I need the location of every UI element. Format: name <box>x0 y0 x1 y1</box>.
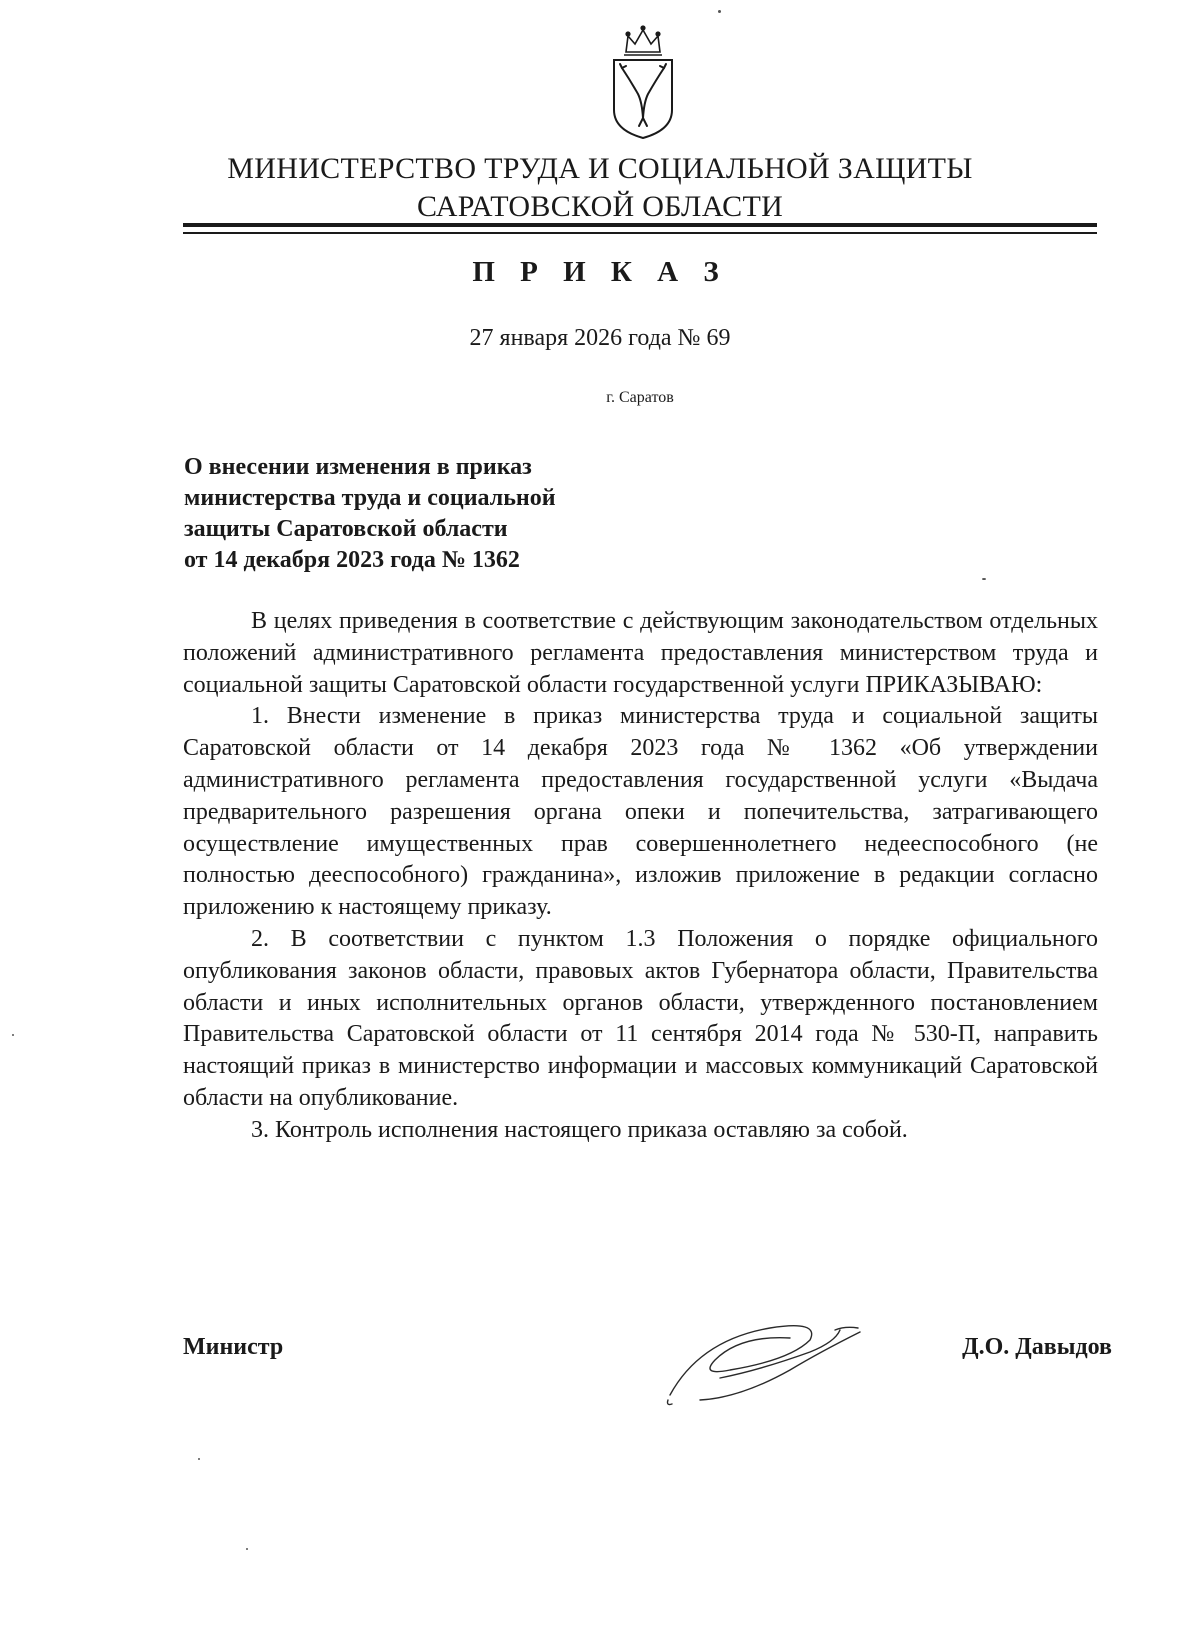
scan-speck <box>982 578 986 580</box>
header-rule-thick <box>183 223 1097 227</box>
ministry-name-line1: МИНИСТЕРСТВО ТРУДА И СОЦИАЛЬНОЙ ЗАЩИТЫ <box>227 152 973 185</box>
document-date-number: 27 января 2026 года № 69 <box>469 325 731 351</box>
header-rule-thin <box>183 232 1097 234</box>
signatory-title: Министр <box>183 1334 284 1360</box>
document-city: г. Саратов <box>606 389 674 406</box>
scan-speck <box>198 1458 200 1460</box>
handwritten-signature <box>660 1300 900 1420</box>
subject-line: министерства труда и социальной <box>184 485 556 511</box>
order-item-2: 2. В соответствии с пунктом 1.3 Положения о порядке официального опубликования законов области, правовых актов Губернатора области, Правительства области и иных исполнительных органов области, утвержденного постановлением Правительства Саратовской области от 11 сентября 2014 года № 530-П, направить настоящий приказ в министерство информации и массовых коммуникаций Саратовской области на опубликование. <box>183 925 1098 1111</box>
scan-speck <box>718 10 721 13</box>
subject-line: от 14 декабря 2023 года № 1362 <box>184 547 520 573</box>
ministry-name <box>150 150 1050 226</box>
preamble-paragraph: В целях приведения в соответствие с действующим законодательством отдельных положений административного регламента предоставления министерством труда и социальной защиты Саратовской области государственной услуги ПРИКАЗЫВАЮ: <box>183 608 1098 698</box>
signatory-name: Д.О. Давыдов <box>962 1334 1112 1360</box>
document-type: П Р И К А З <box>472 256 728 288</box>
order-item-3: 3. Контроль исполнения настоящего приказа оставляю за собой. <box>251 1116 908 1143</box>
document-subject <box>184 452 704 576</box>
order-item-1: 1. Внести изменение в приказ министерства труда и социальной защиты Саратовской области от 14 декабря 2023 года № 1362 «Об утверждении административного регламента предоставления государственной услуги «Выдача предварительного разрешения органа опеки и попечительства, затрагивающего осуществление имущественных прав совершеннолетнего недееспособного (не полностью дееспособного) гражданина», изложив приложение в редакции согласно приложению к настоящему приказу. <box>183 703 1098 921</box>
coat-of-arms-emblem <box>608 22 678 142</box>
document-body <box>183 606 1098 1147</box>
subject-line: защиты Саратовской области <box>184 516 508 542</box>
scan-speck <box>246 1548 248 1550</box>
scan-speck <box>12 1034 14 1036</box>
subject-line: О внесении изменения в приказ <box>184 454 532 480</box>
ministry-name-line2: САРАТОВСКОЙ ОБЛАСТИ <box>416 190 784 223</box>
